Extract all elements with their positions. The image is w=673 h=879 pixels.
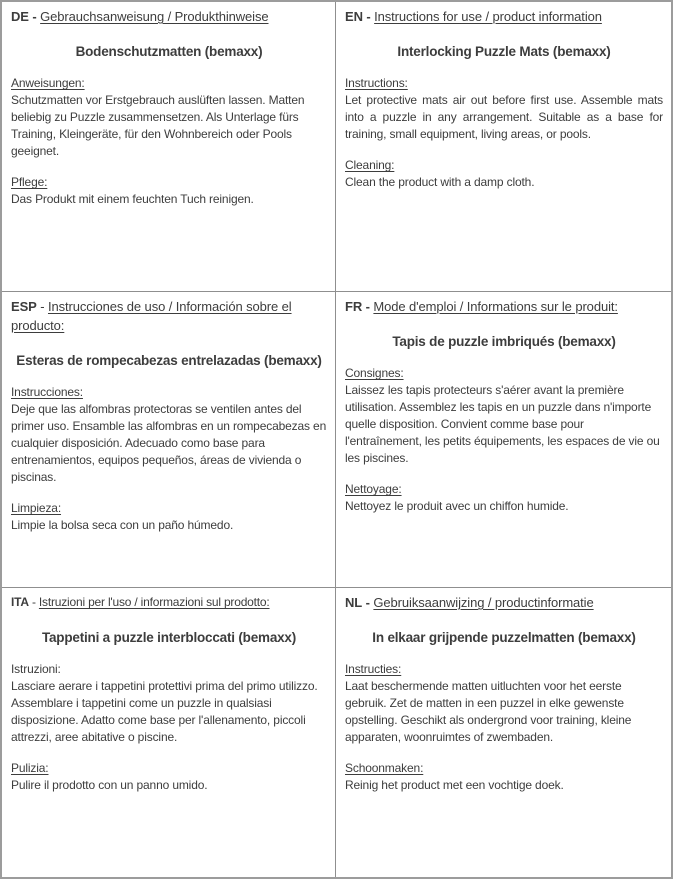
instructions-block [11, 661, 327, 746]
section-text: Laat beschermende matten uitluchten voor het eerste gebruik. Zet de matten in een puzzel in elke gewenste opstelling. Geschikt als ondergrond voor training, kleine apparaten, woonruimtes of zwembaden. [345, 679, 632, 744]
lang-code: DE [11, 9, 29, 24]
section-text: Let protective mats air out before first use. Assemble mats into a puzzle in any arrangement. Suitable as a base for training, small equipment, living areas, or pools. [345, 93, 663, 141]
lang-section-en [336, 2, 671, 292]
header-dash: - [40, 299, 45, 314]
lang-code: ESP [11, 299, 37, 314]
lang-section-esp [2, 292, 336, 588]
lang-header [11, 297, 327, 335]
product-name: Bodenschutzmatten (bemaxx) [75, 44, 263, 59]
instructions-block [345, 75, 663, 143]
header-title: Gebrauchsanweisung / Produkthinweise [40, 9, 269, 24]
product-name: Tapis de puzzle imbriqués (bemaxx) [392, 334, 616, 349]
instructions-block [345, 365, 663, 467]
section-label: Consignes: [345, 366, 404, 380]
header-title: Instructions for use / product information [374, 9, 602, 24]
section-label: Cleaning: [345, 158, 395, 172]
lang-code: ITA [11, 595, 29, 609]
lang-section-ita [2, 588, 336, 877]
section-text: Nettoyez le produit avec un chiffon humide. [345, 499, 569, 513]
lang-header [11, 7, 327, 26]
care-block [11, 500, 327, 534]
lang-section-de [2, 2, 336, 292]
section-text: Laissez les tapis protecteurs s'aérer avant la première utilisation. Assemblez les tapis en un puzzle dans n'importe quelle disposition. Convient comme base pour l'entraînement, les petits équipements, les espaces de vie ou les piscines. [345, 383, 660, 465]
product-name: Esteras de rompecabezas entrelazadas (bemaxx) [16, 353, 322, 368]
header-dash: - [365, 595, 370, 610]
product-name: Interlocking Puzzle Mats (bemaxx) [397, 44, 611, 59]
section-label: Limpieza: [11, 501, 62, 515]
lang-section-fr [336, 292, 671, 588]
header-title: Mode d'emploi / Informations sur le produit: [373, 299, 618, 314]
section-label: Schoonmaken: [345, 761, 424, 775]
section-label: Instructions: [345, 76, 408, 90]
section-text: Das Produkt mit einem feuchten Tuch reinigen. [11, 192, 254, 206]
instructions-block [11, 75, 327, 160]
care-block [345, 157, 663, 191]
section-text: Clean the product with a damp cloth. [345, 175, 535, 189]
section-label: Pflege: [11, 175, 48, 189]
header-dash: - [365, 299, 370, 314]
instructions-block [11, 384, 327, 486]
section-label: Anweisungen: [11, 76, 85, 90]
care-block [345, 481, 663, 515]
section-label: Istruzioni: [11, 662, 61, 676]
lang-code: NL [345, 595, 363, 610]
lang-code: FR [345, 299, 363, 314]
section-text: Lasciare aerare i tappetini protettivi prima del primo utilizzo. Assemblare i tappetini come un puzzle in qualsiasi disposizione. Adatto come base per l'allenamento, piccoli attrezzi, aree abitative o piscine. [11, 679, 318, 744]
lang-section-nl [336, 588, 671, 877]
instructions-block [345, 661, 663, 746]
product-name: Tappetini a puzzle interbloccati (bemaxx) [41, 630, 297, 645]
header-dash: - [366, 9, 371, 24]
care-block [345, 760, 663, 794]
lang-header [345, 7, 663, 26]
lang-header [11, 593, 327, 612]
care-block [11, 174, 327, 208]
section-label: Nettoyage: [345, 482, 402, 496]
lang-code: EN [345, 9, 363, 24]
section-text: Pulire il prodotto con un panno umido. [11, 778, 208, 792]
section-label: Pulizia: [11, 761, 49, 775]
header-dash: - [31, 595, 36, 609]
section-label: Instrucciones: [11, 385, 83, 399]
section-text: Limpie la bolsa seca con un paño húmedo. [11, 518, 234, 532]
header-title: Istruzioni per l'uso / informazioni sul prodotto: [38, 595, 270, 609]
care-block [11, 760, 327, 794]
section-text: Deje que las alfombras protectoras se ventilen antes del primer uso. Ensamble las alfombras en un rompecabezas en cualquier disposición. Adecuado como base para entrenamientos, equipos pequeños, áreas de vivienda o piscinas. [11, 402, 327, 484]
section-text: Schutzmatten vor Erstgebrauch auslüften lassen. Matten beliebig zu Puzzle zusammensetzen. Als Unterlage fürs Training, Kleingeräte, für den Wohnbereich oder Pools geeignet. [11, 93, 305, 158]
section-label: Instructies: [345, 662, 402, 676]
section-text: Reinig het product met een vochtige doek. [345, 778, 564, 792]
lang-header [345, 593, 663, 612]
product-name: In elkaar grijpende puzzelmatten (bemaxx) [372, 630, 636, 645]
header-title: Instrucciones de uso / Información sobre el producto: [11, 299, 292, 333]
header-title: Gebruiksaanwijzing / productinformatie [373, 595, 594, 610]
header-dash: - [32, 9, 37, 24]
lang-header [345, 297, 663, 316]
